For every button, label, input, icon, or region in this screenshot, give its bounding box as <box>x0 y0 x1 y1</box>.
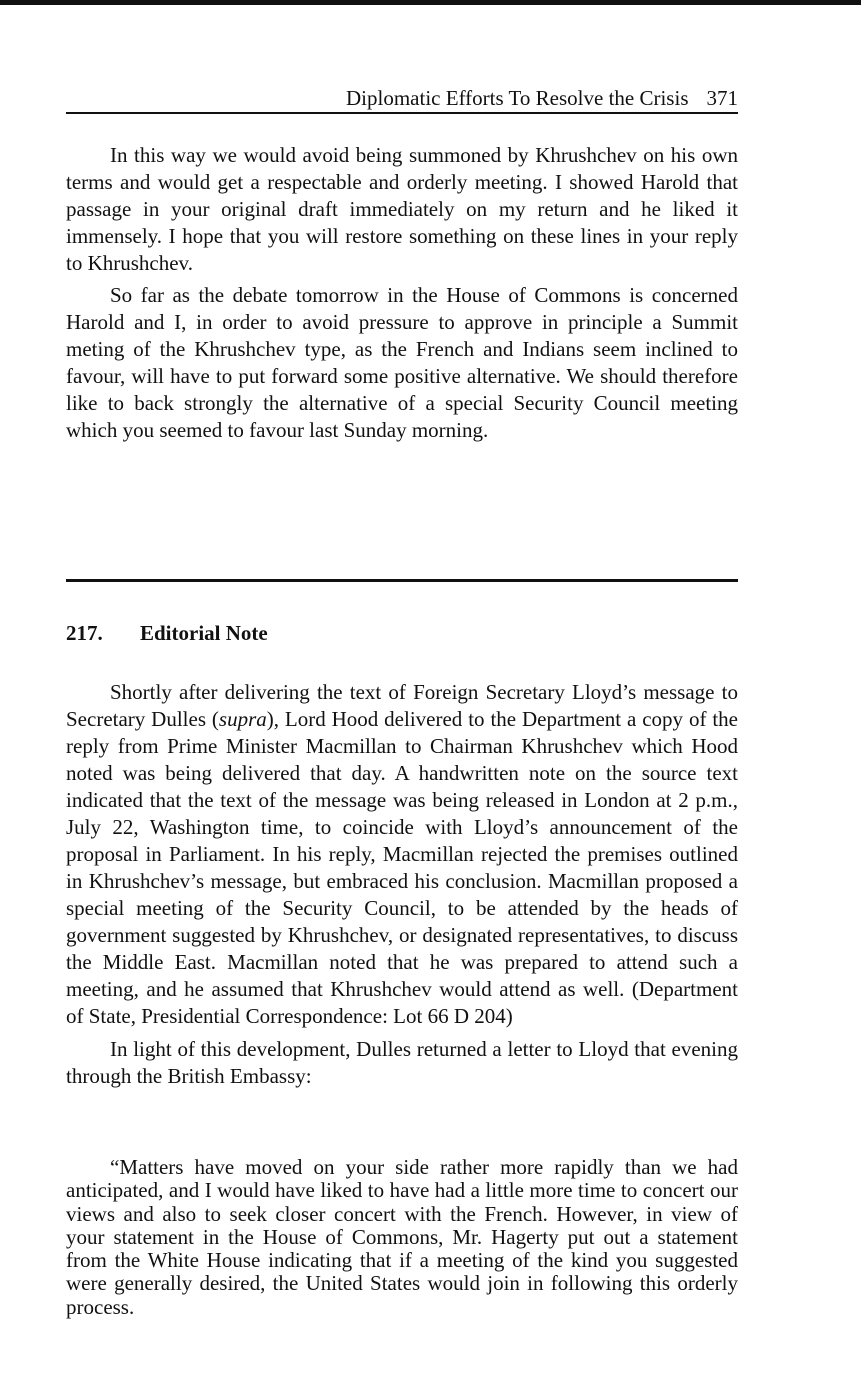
quoted-letter-paragraph: “Matters have moved on your side rather more rapidly than we had anticipated, and I would have liked to have had a little more time to concert our views and also to seek closer concert with the French. However, in view of your statement in the House of Commons, Mr. Hagerty put out a statement from the White House indicating that if a meeting of the kind you suggested were generally desired, the United States would join in following this orderly process. <box>66 1155 738 1319</box>
header-rule <box>66 112 738 114</box>
section-title: Editorial Note <box>140 621 268 645</box>
continuation-paragraph-1: In this way we would avoid being summoned by Khrushchev on his own terms and would get a respectable and orderly meeting. I showed Harold that passage in your original draft immediately on my return and he liked it immensely. I hope that you will restore something on these lines in your reply to Khrushchev. <box>66 143 738 275</box>
editorial-paragraph-1-rest: ), Lord Hood delivered to the Department a copy of the reply from Prime Minister Macmillan to Chairman Khrushchev which Hood noted was being delivered that day. A handwritten note on the source text indicated that the text of the message was being released in London at 2 p.m., July 22, Washington time, to coincide with Lloyd’s announcement of the proposal in Parliament. In his reply, Macmillan rejected the premises outlined in Khrushchev’s message, but embraced his conclusion. Macmillan proposed a special meeting of the Security Council, to be attended by the heads of government suggested by Khrushchev, or designated representatives, to discuss the Middle East. Macmillan noted that he was prepared to attend such a meeting, and he assumed that Khrushchev would attend as well. (Department of State, Presidential Correspondence: Lot 66 D 204) <box>66 707 738 1028</box>
running-title: Diplomatic Efforts To Resolve the Crisis <box>346 86 689 110</box>
continuation-text <box>66 142 738 444</box>
editorial-paragraph-2: In light of this development, Dulles returned a letter to Lloyd that evening through the British Embassy: <box>66 1037 738 1088</box>
editorial-paragraph-1 <box>66 679 738 1030</box>
running-header <box>66 84 738 112</box>
editorial-paragraph-1-start: Shortly after delivering the text of Foreign Secretary Lloyd’s message to Secretary Dulles ( <box>66 680 738 731</box>
page-top-edge <box>0 0 861 5</box>
section-number: 217. <box>66 621 103 645</box>
section-heading <box>66 620 268 647</box>
supra-reference: supra <box>218 707 267 731</box>
section-divider <box>66 579 738 582</box>
page-number: 371 <box>706 86 738 110</box>
editorial-note-body <box>66 679 738 1090</box>
continuation-paragraph-2: So far as the debate tomorrow in the House of Commons is concerned Harold and I, in order to avoid pressure to approve in principle a Summit meting of the Khrushchev type, as the French and Indians seem inclined to favour, will have to put forward some positive alternative. We should therefore like to back strongly the alternative of a special Security Council meeting which you seemed to favour last Sunday morning. <box>66 283 738 442</box>
quoted-letter <box>66 1156 738 1319</box>
